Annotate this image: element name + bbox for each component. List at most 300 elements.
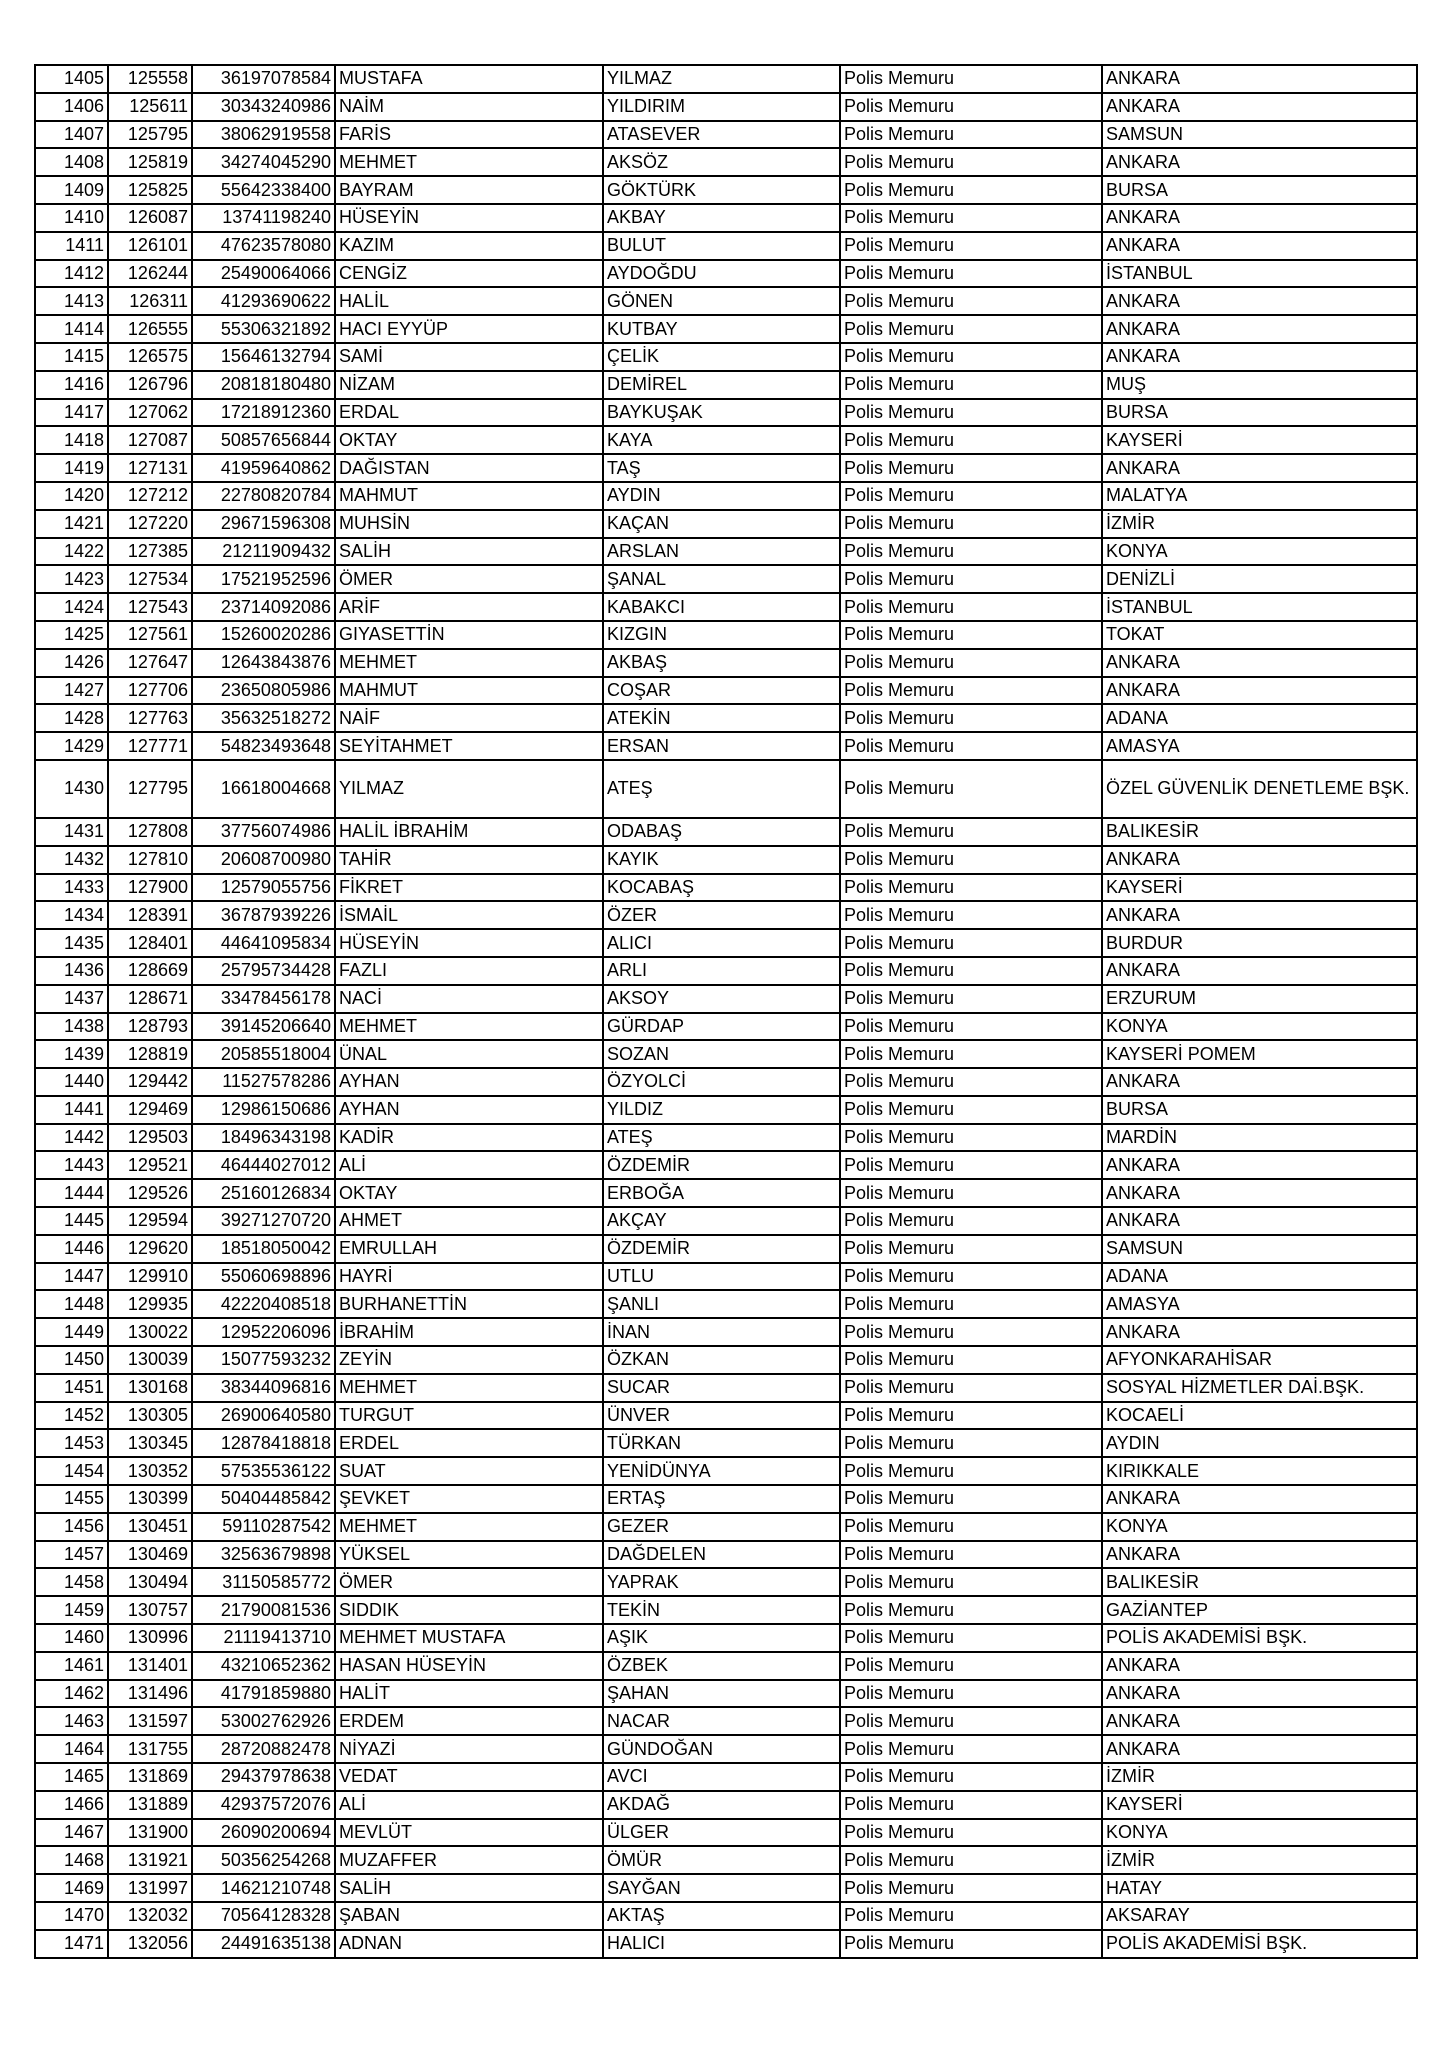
first-name-cell: MEHMET: [335, 649, 603, 677]
first-name-cell: SALİH: [335, 538, 603, 566]
row-number-cell: 1442: [35, 1124, 108, 1152]
title-cell: Polis Memuru: [840, 176, 1102, 204]
row-number-cell: 1436: [35, 957, 108, 985]
unit-cell: KOCAELİ: [1102, 1402, 1417, 1430]
row-number-cell: 1448: [35, 1290, 108, 1318]
unit-cell: ANKARA: [1102, 93, 1417, 121]
unit-cell: ANKARA: [1102, 901, 1417, 929]
row-number-cell: 1419: [35, 454, 108, 482]
row-number-cell: 1445: [35, 1207, 108, 1235]
table-row: [35, 1902, 1417, 1930]
first-name-cell: YILMAZ: [335, 760, 603, 818]
first-name-cell: TURGUT: [335, 1402, 603, 1430]
id-number-cell: 24491635138: [192, 1930, 335, 1958]
id-number-cell: 55642338400: [192, 176, 335, 204]
table-row: [35, 818, 1417, 846]
last-name-cell: YILDIRIM: [603, 93, 840, 121]
last-name-cell: SAYĞAN: [603, 1874, 840, 1902]
id-number-cell: 11527578286: [192, 1068, 335, 1096]
row-number-cell: 1411: [35, 232, 108, 260]
table-row: [35, 704, 1417, 732]
row-number-cell: 1428: [35, 704, 108, 732]
id-number-cell: 18518050042: [192, 1235, 335, 1263]
table-row: [35, 93, 1417, 121]
id-number-cell: 25160126834: [192, 1179, 335, 1207]
record-number-cell: 131401: [108, 1652, 192, 1680]
id-number-cell: 21119413710: [192, 1624, 335, 1652]
id-number-cell: 55306321892: [192, 315, 335, 343]
first-name-cell: MAHMUT: [335, 482, 603, 510]
first-name-cell: ERDEM: [335, 1707, 603, 1735]
unit-cell: AFYONKARAHİSAR: [1102, 1346, 1417, 1374]
table-row: [35, 1846, 1417, 1874]
table-row: [35, 371, 1417, 399]
id-number-cell: 42937572076: [192, 1791, 335, 1819]
table-row: [35, 1874, 1417, 1902]
table-row: [35, 1457, 1417, 1485]
table-row: [35, 1263, 1417, 1291]
last-name-cell: ÖZDEMİR: [603, 1235, 840, 1263]
last-name-cell: ÖZBEK: [603, 1652, 840, 1680]
row-number-cell: 1450: [35, 1346, 108, 1374]
last-name-cell: TÜRKAN: [603, 1429, 840, 1457]
row-number-cell: 1459: [35, 1596, 108, 1624]
id-number-cell: 20585518004: [192, 1040, 335, 1068]
last-name-cell: BAYKUŞAK: [603, 399, 840, 427]
title-cell: Polis Memuru: [840, 1040, 1102, 1068]
table-row: [35, 1513, 1417, 1541]
title-cell: Polis Memuru: [840, 1485, 1102, 1513]
table-row: [35, 1235, 1417, 1263]
unit-cell: SAMSUN: [1102, 121, 1417, 149]
first-name-cell: MUHSİN: [335, 510, 603, 538]
last-name-cell: NACAR: [603, 1707, 840, 1735]
title-cell: Polis Memuru: [840, 760, 1102, 818]
last-name-cell: AYDIN: [603, 482, 840, 510]
title-cell: Polis Memuru: [840, 148, 1102, 176]
id-number-cell: 39271270720: [192, 1207, 335, 1235]
row-number-cell: 1415: [35, 343, 108, 371]
table-row: [35, 593, 1417, 621]
unit-cell: ERZURUM: [1102, 985, 1417, 1013]
title-cell: Polis Memuru: [840, 1680, 1102, 1708]
first-name-cell: MEHMET: [335, 1513, 603, 1541]
title-cell: Polis Memuru: [840, 1068, 1102, 1096]
last-name-cell: AVCI: [603, 1763, 840, 1791]
table-row: [35, 732, 1417, 760]
record-number-cell: 131900: [108, 1819, 192, 1847]
table-row: [35, 985, 1417, 1013]
row-number-cell: 1454: [35, 1457, 108, 1485]
last-name-cell: ÜLGER: [603, 1819, 840, 1847]
row-number-cell: 1460: [35, 1624, 108, 1652]
first-name-cell: ZEYİN: [335, 1346, 603, 1374]
row-number-cell: 1417: [35, 399, 108, 427]
id-number-cell: 21790081536: [192, 1596, 335, 1624]
id-number-cell: 39145206640: [192, 1013, 335, 1041]
record-number-cell: 125558: [108, 65, 192, 93]
row-number-cell: 1446: [35, 1235, 108, 1263]
row-number-cell: 1434: [35, 901, 108, 929]
last-name-cell: ÖZER: [603, 901, 840, 929]
last-name-cell: DAĞDELEN: [603, 1541, 840, 1569]
first-name-cell: OKTAY: [335, 426, 603, 454]
unit-cell: ANKARA: [1102, 957, 1417, 985]
table-row: [35, 1652, 1417, 1680]
row-number-cell: 1468: [35, 1846, 108, 1874]
table-row: [35, 1374, 1417, 1402]
unit-cell: ANKARA: [1102, 649, 1417, 677]
unit-cell: ADANA: [1102, 1263, 1417, 1291]
first-name-cell: TAHİR: [335, 846, 603, 874]
first-name-cell: MEHMET: [335, 1374, 603, 1402]
unit-cell: ANKARA: [1102, 232, 1417, 260]
title-cell: Polis Memuru: [840, 1151, 1102, 1179]
table-row: [35, 1568, 1417, 1596]
row-number-cell: 1406: [35, 93, 108, 121]
unit-cell: KONYA: [1102, 1819, 1417, 1847]
last-name-cell: GEZER: [603, 1513, 840, 1541]
id-number-cell: 25795734428: [192, 957, 335, 985]
first-name-cell: MUSTAFA: [335, 65, 603, 93]
unit-cell: ANKARA: [1102, 148, 1417, 176]
first-name-cell: ALİ: [335, 1791, 603, 1819]
row-number-cell: 1441: [35, 1096, 108, 1124]
table-row: [35, 1541, 1417, 1569]
row-number-cell: 1438: [35, 1013, 108, 1041]
record-number-cell: 127062: [108, 399, 192, 427]
unit-cell: MUŞ: [1102, 371, 1417, 399]
title-cell: Polis Memuru: [840, 1652, 1102, 1680]
unit-cell: İSTANBUL: [1102, 593, 1417, 621]
id-number-cell: 14621210748: [192, 1874, 335, 1902]
record-number-cell: 130168: [108, 1374, 192, 1402]
last-name-cell: ARLI: [603, 957, 840, 985]
id-number-cell: 12643843876: [192, 649, 335, 677]
table-row: [35, 287, 1417, 315]
id-number-cell: 15646132794: [192, 343, 335, 371]
last-name-cell: ÖZKAN: [603, 1346, 840, 1374]
last-name-cell: İNAN: [603, 1318, 840, 1346]
first-name-cell: NİYAZİ: [335, 1735, 603, 1763]
title-cell: Polis Memuru: [840, 1596, 1102, 1624]
record-number-cell: 125611: [108, 93, 192, 121]
title-cell: Polis Memuru: [840, 1263, 1102, 1291]
unit-cell: MALATYA: [1102, 482, 1417, 510]
last-name-cell: TAŞ: [603, 454, 840, 482]
title-cell: Polis Memuru: [840, 1207, 1102, 1235]
table-row: [35, 1791, 1417, 1819]
table-row: [35, 232, 1417, 260]
last-name-cell: ŞANAL: [603, 565, 840, 593]
id-number-cell: 55060698896: [192, 1263, 335, 1291]
id-number-cell: 41293690622: [192, 287, 335, 315]
id-number-cell: 12579055756: [192, 874, 335, 902]
last-name-cell: KAÇAN: [603, 510, 840, 538]
unit-cell: ANKARA: [1102, 65, 1417, 93]
unit-cell: ANKARA: [1102, 315, 1417, 343]
first-name-cell: NİZAM: [335, 371, 603, 399]
first-name-cell: HACI EYYÜP: [335, 315, 603, 343]
record-number-cell: 129442: [108, 1068, 192, 1096]
title-cell: Polis Memuru: [840, 901, 1102, 929]
first-name-cell: OKTAY: [335, 1179, 603, 1207]
id-number-cell: 47623578080: [192, 232, 335, 260]
row-number-cell: 1431: [35, 818, 108, 846]
title-cell: Polis Memuru: [840, 538, 1102, 566]
row-number-cell: 1452: [35, 1402, 108, 1430]
row-number-cell: 1426: [35, 649, 108, 677]
title-cell: Polis Memuru: [840, 1179, 1102, 1207]
first-name-cell: MEHMET MUSTAFA: [335, 1624, 603, 1652]
first-name-cell: NAİM: [335, 93, 603, 121]
record-number-cell: 131921: [108, 1846, 192, 1874]
table-row: [35, 1429, 1417, 1457]
id-number-cell: 15077593232: [192, 1346, 335, 1374]
table-row: [35, 957, 1417, 985]
row-number-cell: 1449: [35, 1318, 108, 1346]
title-cell: Polis Memuru: [840, 593, 1102, 621]
row-number-cell: 1432: [35, 846, 108, 874]
row-number-cell: 1405: [35, 65, 108, 93]
id-number-cell: 53002762926: [192, 1707, 335, 1735]
id-number-cell: 20608700980: [192, 846, 335, 874]
first-name-cell: SALİH: [335, 1874, 603, 1902]
title-cell: Polis Memuru: [840, 1290, 1102, 1318]
id-number-cell: 50857656844: [192, 426, 335, 454]
first-name-cell: ÖMER: [335, 1568, 603, 1596]
last-name-cell: GÜNDOĞAN: [603, 1735, 840, 1763]
last-name-cell: YAPRAK: [603, 1568, 840, 1596]
record-number-cell: 126575: [108, 343, 192, 371]
unit-cell: TOKAT: [1102, 621, 1417, 649]
table-row: [35, 260, 1417, 288]
last-name-cell: SUCAR: [603, 1374, 840, 1402]
unit-cell: ANKARA: [1102, 1151, 1417, 1179]
table-body: [35, 65, 1417, 1958]
first-name-cell: SUAT: [335, 1457, 603, 1485]
unit-cell: KAYSERİ POMEM: [1102, 1040, 1417, 1068]
record-number-cell: 127561: [108, 621, 192, 649]
title-cell: Polis Memuru: [840, 1374, 1102, 1402]
unit-cell: ANKARA: [1102, 1680, 1417, 1708]
row-number-cell: 1467: [35, 1819, 108, 1847]
last-name-cell: BULUT: [603, 232, 840, 260]
last-name-cell: KUTBAY: [603, 315, 840, 343]
last-name-cell: GÜRDAP: [603, 1013, 840, 1041]
last-name-cell: ŞANLI: [603, 1290, 840, 1318]
unit-cell: BURSA: [1102, 1096, 1417, 1124]
title-cell: Polis Memuru: [840, 929, 1102, 957]
title-cell: Polis Memuru: [840, 1707, 1102, 1735]
unit-cell: KAYSERİ: [1102, 426, 1417, 454]
title-cell: Polis Memuru: [840, 260, 1102, 288]
last-name-cell: ODABAŞ: [603, 818, 840, 846]
table-row: [35, 1624, 1417, 1652]
first-name-cell: NAİF: [335, 704, 603, 732]
unit-cell: AYDIN: [1102, 1429, 1417, 1457]
table-row: [35, 426, 1417, 454]
title-cell: Polis Memuru: [840, 1568, 1102, 1596]
row-number-cell: 1470: [35, 1902, 108, 1930]
title-cell: Polis Memuru: [840, 1013, 1102, 1041]
first-name-cell: MEHMET: [335, 148, 603, 176]
title-cell: Polis Memuru: [840, 846, 1102, 874]
record-number-cell: 130996: [108, 1624, 192, 1652]
title-cell: Polis Memuru: [840, 1624, 1102, 1652]
record-number-cell: 128401: [108, 929, 192, 957]
table-row: [35, 1680, 1417, 1708]
table-row: [35, 1318, 1417, 1346]
unit-cell: ANKARA: [1102, 287, 1417, 315]
last-name-cell: AKSOY: [603, 985, 840, 1013]
record-number-cell: 126796: [108, 371, 192, 399]
id-number-cell: 18496343198: [192, 1124, 335, 1152]
id-number-cell: 23650805986: [192, 677, 335, 705]
unit-cell: KONYA: [1102, 1513, 1417, 1541]
id-number-cell: 38344096816: [192, 1374, 335, 1402]
last-name-cell: ÜNVER: [603, 1402, 840, 1430]
id-number-cell: 12986150686: [192, 1096, 335, 1124]
record-number-cell: 130757: [108, 1596, 192, 1624]
record-number-cell: 125795: [108, 121, 192, 149]
row-number-cell: 1465: [35, 1763, 108, 1791]
table-row: [35, 1346, 1417, 1374]
title-cell: Polis Memuru: [840, 818, 1102, 846]
first-name-cell: SIDDIK: [335, 1596, 603, 1624]
first-name-cell: AHMET: [335, 1207, 603, 1235]
id-number-cell: 13741198240: [192, 204, 335, 232]
unit-cell: ANKARA: [1102, 1318, 1417, 1346]
unit-cell: ANKARA: [1102, 677, 1417, 705]
title-cell: Polis Memuru: [840, 985, 1102, 1013]
title-cell: Polis Memuru: [840, 1235, 1102, 1263]
unit-cell: BALIKESİR: [1102, 818, 1417, 846]
title-cell: Polis Memuru: [840, 454, 1102, 482]
last-name-cell: UTLU: [603, 1263, 840, 1291]
record-number-cell: 130345: [108, 1429, 192, 1457]
table-row: [35, 1930, 1417, 1958]
table-row: [35, 1151, 1417, 1179]
table-row: [35, 1068, 1417, 1096]
unit-cell: ANKARA: [1102, 1541, 1417, 1569]
record-number-cell: 125819: [108, 148, 192, 176]
table-row: [35, 565, 1417, 593]
title-cell: Polis Memuru: [840, 1874, 1102, 1902]
last-name-cell: ÖZDEMİR: [603, 1151, 840, 1179]
title-cell: Polis Memuru: [840, 874, 1102, 902]
table-row: [35, 454, 1417, 482]
personnel-table: [34, 64, 1418, 1959]
record-number-cell: 129935: [108, 1290, 192, 1318]
unit-cell: GAZİANTEP: [1102, 1596, 1417, 1624]
table-row: [35, 1290, 1417, 1318]
record-number-cell: 131597: [108, 1707, 192, 1735]
id-number-cell: 43210652362: [192, 1652, 335, 1680]
title-cell: Polis Memuru: [840, 1124, 1102, 1152]
record-number-cell: 126087: [108, 204, 192, 232]
last-name-cell: COŞAR: [603, 677, 840, 705]
row-number-cell: 1455: [35, 1485, 108, 1513]
first-name-cell: NACİ: [335, 985, 603, 1013]
record-number-cell: 126244: [108, 260, 192, 288]
unit-cell: KONYA: [1102, 538, 1417, 566]
unit-cell: ANKARA: [1102, 846, 1417, 874]
first-name-cell: MAHMUT: [335, 677, 603, 705]
row-number-cell: 1447: [35, 1263, 108, 1291]
row-number-cell: 1416: [35, 371, 108, 399]
title-cell: Polis Memuru: [840, 315, 1102, 343]
id-number-cell: 41791859880: [192, 1680, 335, 1708]
first-name-cell: FAZLI: [335, 957, 603, 985]
row-number-cell: 1435: [35, 929, 108, 957]
unit-cell: ANKARA: [1102, 1207, 1417, 1235]
record-number-cell: 129521: [108, 1151, 192, 1179]
title-cell: Polis Memuru: [840, 1735, 1102, 1763]
unit-cell: AKSARAY: [1102, 1902, 1417, 1930]
table-row: [35, 649, 1417, 677]
record-number-cell: 127212: [108, 482, 192, 510]
id-number-cell: 17218912360: [192, 399, 335, 427]
record-number-cell: 127808: [108, 818, 192, 846]
unit-cell: KIRIKKALE: [1102, 1457, 1417, 1485]
first-name-cell: DAĞISTAN: [335, 454, 603, 482]
last-name-cell: YILMAZ: [603, 65, 840, 93]
row-number-cell: 1457: [35, 1541, 108, 1569]
first-name-cell: KAZIM: [335, 232, 603, 260]
first-name-cell: HAYRİ: [335, 1263, 603, 1291]
row-number-cell: 1456: [35, 1513, 108, 1541]
record-number-cell: 127087: [108, 426, 192, 454]
first-name-cell: EMRULLAH: [335, 1235, 603, 1263]
record-number-cell: 129469: [108, 1096, 192, 1124]
first-name-cell: GIYASETTİN: [335, 621, 603, 649]
id-number-cell: 59110287542: [192, 1513, 335, 1541]
record-number-cell: 132056: [108, 1930, 192, 1958]
id-number-cell: 28720882478: [192, 1735, 335, 1763]
last-name-cell: ERTAŞ: [603, 1485, 840, 1513]
unit-cell: SOSYAL HİZMETLER DAİ.BŞK.: [1102, 1374, 1417, 1402]
table-row: [35, 1819, 1417, 1847]
last-name-cell: KAYIK: [603, 846, 840, 874]
title-cell: Polis Memuru: [840, 232, 1102, 260]
record-number-cell: 128671: [108, 985, 192, 1013]
last-name-cell: ERBOĞA: [603, 1179, 840, 1207]
row-number-cell: 1437: [35, 985, 108, 1013]
id-number-cell: 30343240986: [192, 93, 335, 121]
unit-cell: AMASYA: [1102, 732, 1417, 760]
row-number-cell: 1421: [35, 510, 108, 538]
table-row: [35, 1402, 1417, 1430]
table-row: [35, 1013, 1417, 1041]
unit-cell: HATAY: [1102, 1874, 1417, 1902]
last-name-cell: AKÇAY: [603, 1207, 840, 1235]
last-name-cell: ÇELİK: [603, 343, 840, 371]
table-row: [35, 760, 1417, 818]
record-number-cell: 130451: [108, 1513, 192, 1541]
row-number-cell: 1409: [35, 176, 108, 204]
title-cell: Polis Memuru: [840, 704, 1102, 732]
table-row: [35, 1596, 1417, 1624]
unit-cell: ANKARA: [1102, 343, 1417, 371]
first-name-cell: SEYİTAHMET: [335, 732, 603, 760]
title-cell: Polis Memuru: [840, 426, 1102, 454]
last-name-cell: AKDAĞ: [603, 1791, 840, 1819]
id-number-cell: 20818180480: [192, 371, 335, 399]
last-name-cell: GÖKTÜRK: [603, 176, 840, 204]
table-row: [35, 399, 1417, 427]
id-number-cell: 17521952596: [192, 565, 335, 593]
